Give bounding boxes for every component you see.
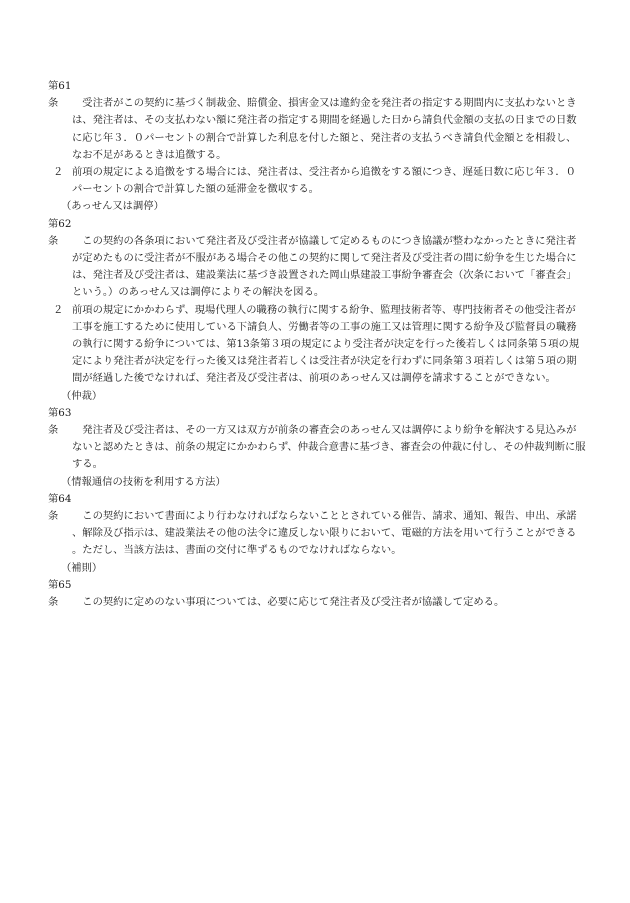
article-64 <box>48 491 586 560</box>
article-text: 受注者がこの契約に基づく制裁金、賠償金、損害金又は違約金を発注者の指定する期間内に支払わないときは、発注者は、その支払わない額に発注者の指定する期間を経過した日から請負代金額の支払の日までの日数に応じ年３．０パーセントの割合で計算した利息を付した額と、発注者の支払うべき請負代金額とを相殺し、なお不足があるときは追徴する。 <box>72 97 577 161</box>
paragraph-number: ２ <box>53 166 64 179</box>
article-number: 第61条 <box>48 80 72 110</box>
article-number: 第63条 <box>48 406 72 437</box>
article-63-heading: （仲裁） <box>61 389 103 402</box>
article-text: この契約において書面により行わなければならないこととされている催告、請求、通知、報告、申出、承諾、解除及び指示は、建設業法その他の法令に違反しない限りにおいて、電磁的方法を用いて行うことができる。ただし、当該方法は、書面の交付に準ずるものでなければならない。 <box>72 510 577 557</box>
article-number: 第65条 <box>48 578 72 609</box>
article-64-heading: （情報通信の技術を利用する方法） <box>61 475 226 488</box>
article-65-heading: （補則） <box>61 561 103 574</box>
article-62-heading: （あっせん又は調停） <box>61 200 164 213</box>
paragraph-text: 前項の規定にかかわらず、現場代理人の職務の執行に関する紛争、監理技術者等、専門技術者その他受注者が工事を施工するために使用している下請負人、労働者等の工事の施工又は管理に関する紛争及び監督員の職務の執行に関する紛争については、第13条第３項の規定により受注者が決定を行った後若しくは同条第５項の規定により発注者が決定を行った後又は発注者若しくは受注者が決定を行わずに同条第３項若しくは第５項の期間が経過した後でなければ、発注者及び受注者は、前項のあっせん又は調停を請求することができない。 <box>72 303 580 385</box>
article-62 <box>48 216 586 302</box>
article-61-paragraph-2 <box>48 164 586 198</box>
document-page <box>48 78 586 611</box>
article-text: 発注者及び受注者は、その一方又は双方が前条の審査会のあっせん又は調停により紛争を解決する見込みがないと認めたときは、前条の規定にかかわらず、仲裁合意書に基づき、審査会の仲裁に付し、その仲裁判断に服する。 <box>72 424 586 471</box>
article-63 <box>48 405 586 474</box>
article-65 <box>48 577 586 611</box>
paragraph-number: ２ <box>53 303 64 316</box>
article-61 <box>48 78 586 164</box>
article-62-paragraph-2 <box>48 302 586 388</box>
article-text: この契約に定めのない事項については、必要に応じて発注者及び受注者が協議して定める。 <box>72 596 505 609</box>
article-number: 第64条 <box>48 492 72 523</box>
article-text: この契約の各条項において発注者及び受注者が協議して定めるものにつき協議が整わなかったときに発注者が定めたものに受注者が不服がある場合その他この契約に関して発注者及び受注者の間に紛争を生じた場合には、発注者及び受注者は、建設業法に基づき設置された岡山県建設工事紛争審査会（次条において「審査会」という。）のあっせん又は調停によりその解決を図る。 <box>72 234 577 299</box>
paragraph-text: 前項の規定による追徴をする場合には、発注者は、受注者から追徴をする額につき、遅延日数に応じ年３．０パーセントの割合で計算した額の延滞金を徴収する。 <box>72 166 576 196</box>
article-number: 第62条 <box>48 217 72 247</box>
